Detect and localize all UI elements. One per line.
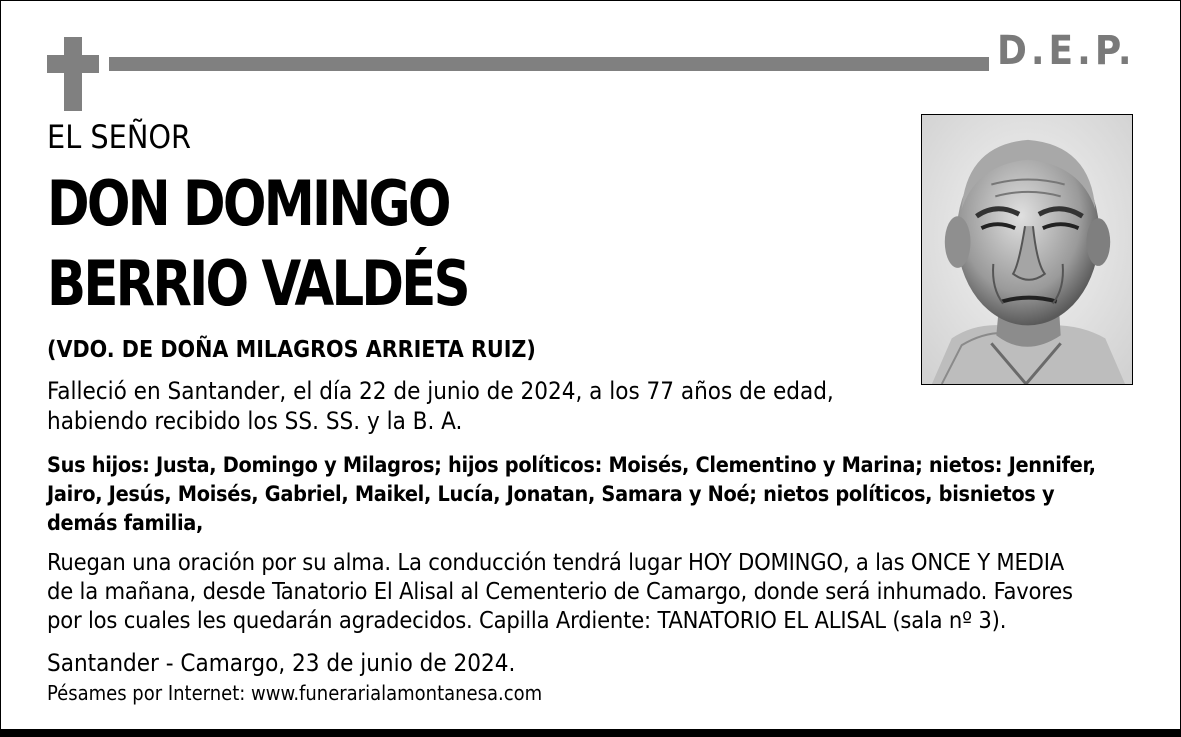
family-line: Sus hijos: Justa, Domingo y Milagros; hijos políticos: Moisés, Clementino y Marina; nietos: Jennifer, [47,453,1096,478]
deceased-name-line2: BERRIO VALDÉS [47,247,468,320]
web-condolences: Pésames por Internet: www.funerarialamontanesa.com [47,681,543,705]
service-line: Ruegan una oración por su alma. La conducción tendrá lugar HOY DOMINGO, a las ONCE Y MEDIA [47,548,1064,576]
dep-label: D.E.P. [997,28,1136,74]
deceased-name-line1: DON DOMINGO [47,167,449,240]
family-list [47,451,1127,538]
family-line: Jairo, Jesús, Moisés, Gabriel, Maikel, Lucía, Jonatan, Samara y Noé; nietos políticos, bisnietos y [47,482,1055,507]
death-notice-line2: habiendo recibido los SS. SS. y la B. A. [47,407,463,435]
widower-of: (VDO. DE DOÑA MILAGROS ARRIETA RUIZ) [47,337,536,363]
death-notice-line1: Falleció en Santander, el día 22 de junio de 2024, a los 77 años de edad, [47,377,834,405]
service-line: de la mañana, desde Tanatorio El Alisal al Cementerio de Camargo, donde será inhumado. Favores [47,577,1073,605]
portrait-illustration [922,115,1132,384]
portrait-photo [921,114,1133,385]
header-rule [109,57,989,71]
family-line: demás familia, [47,511,204,536]
place-and-date: Santander - Camargo, 23 de junio de 2024. [47,649,516,677]
service-details [47,548,1137,635]
salutation: EL SEÑOR [47,118,192,156]
service-line: por los cuales les quedarán agradecidos. Capilla Ardiente: TANATORIO EL ALISAL (sala nº 3). [47,606,1007,634]
cross-icon [47,37,99,111]
